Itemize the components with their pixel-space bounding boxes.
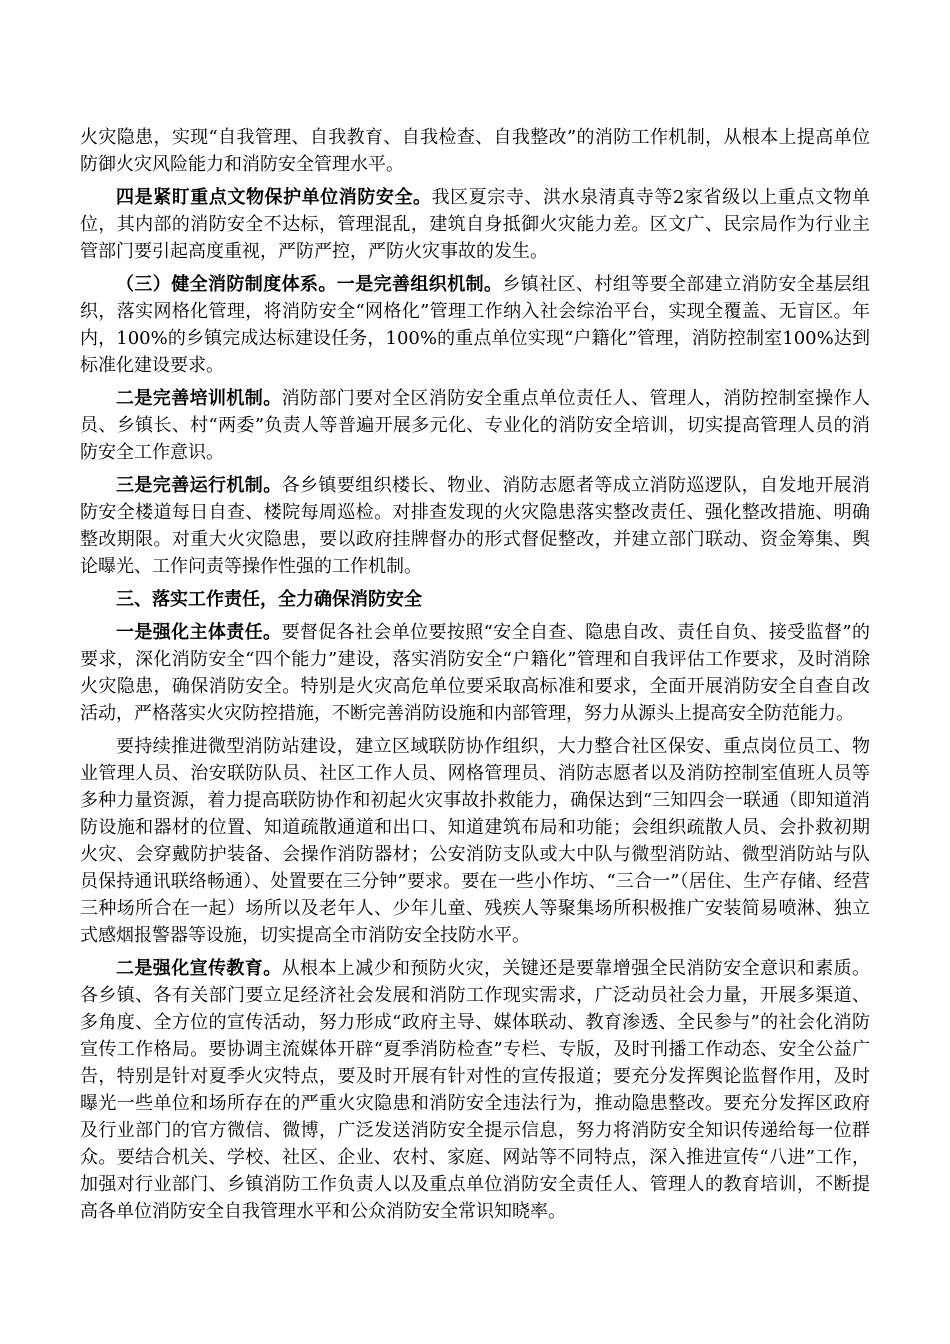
paragraph-training-mechanism [80,385,870,466]
paragraph-cultural-relics [80,184,870,265]
section-heading-three [80,586,870,613]
paragraph-text: 要督促各社会单位要按照“安全自查、隐患自改、责任自负、接受监督”的要求，深化消防安全“四个能力”建设，落实消防安全“户籍化”管理和自我评估工作要求，及时消除火灾隐患，确保消防安全。特别是火灾高危单位要采取高标准和要求，全面开展消防安全自查自改活动，严格落实火灾防控措施，不断完善消防设施和内部管理，努力从源头上提高安全防范能力。 [80,622,871,724]
paragraph-text: 乡镇社区、村组等要全部建立消防安全基层组织，落实网格化管理，将消防安全“网格化”管理工作纳入社会综治平台，实现全覆盖、无盲区。年内，100%的乡镇完成达标建设任务，100%的重点单位实现“户籍化”管理，消防控制室100%达到标准化建设要求。 [80,274,871,376]
paragraph-text: 消防部门要对全区消防安全重点单位责任人、管理人，消防控制室操作人员、乡镇长、村“两委”负责人等普遍开展多元化、专业化的消防安全培训，切实提高管理人员的消防安全工作意识。 [80,388,871,463]
paragraph-lead: 二是强化宣传教育。 [116,958,282,979]
paragraph-text: 我区夏宗寺、洪水泉清真寺等2家省级以上重点文物单位，其内部的消防安全不达标，管理混乱，建筑自身抵御火灾能力差。区文广、民宗局作为行业主管部门要引起高度重视，严防严控，严防火灾事故的发生。 [80,187,871,262]
paragraph-text: 火灾隐患，实现“自我管理、自我教育、自我检查、自我整改”的消防工作机制，从根本上提高单位防御火灾风险能力和消防安全管理水平。 [80,127,870,175]
paragraph-text: 各乡镇要组织楼长、物业、消防志愿者等成立消防巡逻队，自发地开展消防安全楼道每日自查、楼院每周巡检。对排查发现的火灾隐患落实整改责任、强化整改措施、明确整改期限。对重大火灾隐患，要以政府挂牌督办的形式督促整改，并建立部门联动、资金筹集、舆论曝光、工作问责等操作性强的工作机制。 [80,475,871,577]
paragraph-lead: 一是强化主体责任。 [116,622,282,643]
paragraph-operation-mechanism [80,472,870,580]
paragraph-lead: 四是紧盯重点文物保护单位消防安全。 [116,187,432,208]
paragraph-main-responsibility [80,619,870,727]
paragraph-lead: （三）健全消防制度体系。一是完善组织机制。 [116,274,503,295]
document-page [80,124,870,1231]
paragraph-text: 要持续推进微型消防站建设，建立区域联防协作组织，大力整合社区保安、重点岗位员工、物业管理人员、治安联防队员、社区工作人员、网格管理员、消防志愿者以及消防控制室值班人员等多种力量资源，着力提高联防协作和初起火灾事故扑救能力，确保达到“三知四会一联通（即知道消防设施和器材的位置、知道疏散通道和出口、知道建筑布局和功能；会组织疏散人员、会扑救初期火灾、会穿戴防护装备、会操作消防器材；公安消防支队或大中队与微型消防站、微型消防站与队员保持通讯联络畅通）、处置要在三分钟”要求。要在一些小作坊、“三合一”（居住、生产存储、经营三种场所合在一起）场所以及老年人、少年儿童、残疾人等聚集场所积极推广安装简易喷淋、独立式感烟报警器等设施，切实提高全市消防安全技防水平。 [80,736,870,946]
paragraph-publicity-education [80,955,870,1225]
paragraph-text: 从根本上减少和预防火灾，关键还是要靠增强全民消防安全意识和素质。各乡镇、各有关部门要立足经济社会发展和消防工作现实需求，广泛动员社会力量，开展多渠道、多角度、全方位的宣传活动，努力形成“政府主导、媒体联动、教育渗透、全民参与”的社会化消防宣传工作格局。要协调主流媒体开辟“夏季消防检查”专栏、专版，及时刊播工作动态、安全公益广告，特别是针对夏季火灾特点，要及时开展有针对性的宣传报道；要充分发挥舆论监督作用，及时曝光一些单位和场所存在的严重火灾隐患和消防安全违法行为，推动隐患整改。要充分发挥区政府及行业部门的官方微信、微博，广泛发送消防安全提示信息，努力将消防安全知识传递给每一位群众。要结合机关、学校、社区、企业、农村、家庭、网站等不同特点，深入推进宣传“八进”工作，加强对行业部门、乡镇消防工作负责人以及重点单位消防安全责任人、管理人的教育培训，不断提高各单位消防安全自我管理水平和公众消防安全常识知晓率。 [80,958,871,1222]
paragraph-lead: 二是完善培训机制。 [116,388,282,409]
paragraph-lead: 三是完善运行机制。 [116,475,282,496]
section-heading-text: 三、落实工作责任，全力确保消防安全 [116,589,422,610]
paragraph-continuation [80,124,870,178]
paragraph-organization-mechanism [80,271,870,379]
paragraph-micro-fire-station [80,733,870,949]
